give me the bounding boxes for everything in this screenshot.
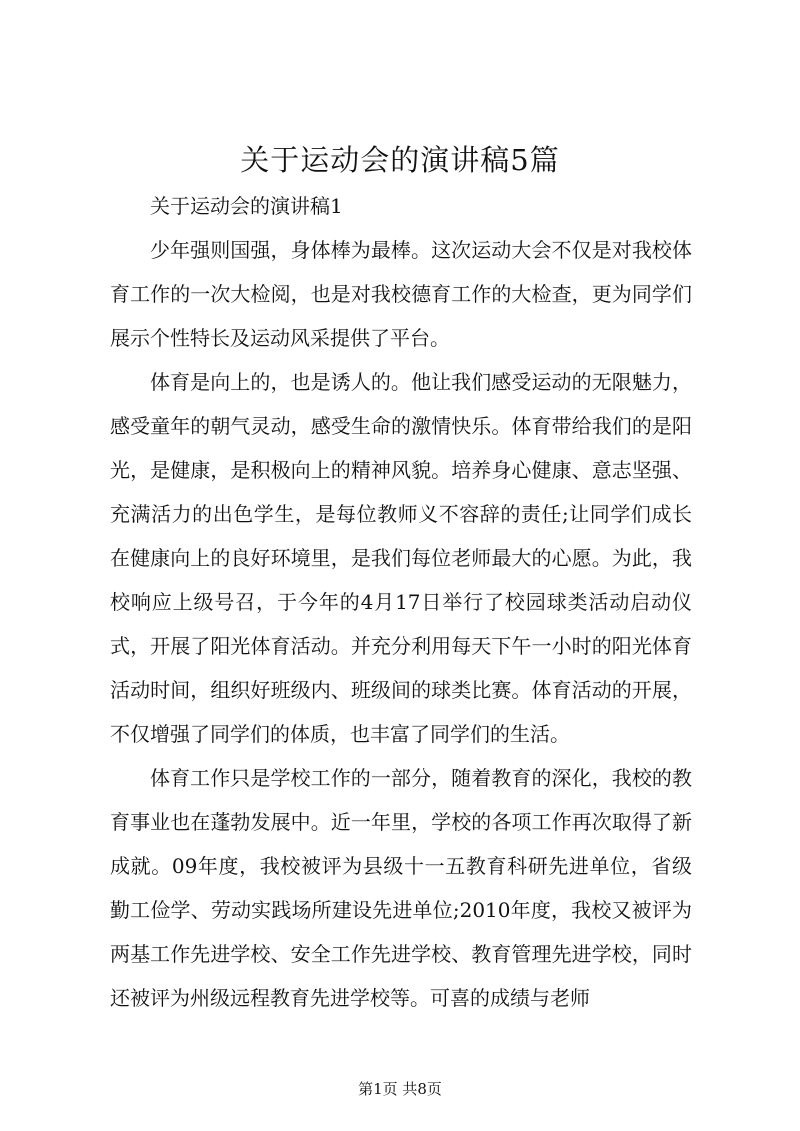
paragraph-1: 少年强则国强，身体棒为最棒。这次运动大会不仅是对我校体育工作的一次大检阅，也是对我校德育工作的大检查，更为同学们展示个性特长及运动风采提供了平台。 bbox=[110, 238, 692, 350]
document-body bbox=[110, 184, 692, 1020]
document-title: 关于运动会的演讲稿5篇 bbox=[240, 143, 560, 177]
section-heading: 关于运动会的演讲稿1 bbox=[150, 194, 343, 218]
page-footer: 第1页 共8页 bbox=[358, 1080, 442, 1098]
paragraph-3: 体育工作只是学校工作的一部分，随着教育的深化，我校的教育事业也在蓬勃发展中。近一年里，学校的各项工作再次取得了新成就。09年度，我校被评为县级十一五教育科研先进单位，省级勤工俭学、劳动实践场所建设先进单位;2010年度，我校又被评为两基工作先进学校、安全工作先进学校、教育管理先进学校，同时还被评为州级远程教育先进学校等。可喜的成绩与老师 bbox=[110, 766, 692, 1010]
paragraph-2: 体育是向上的，也是诱人的。他让我们感受运动的无限魅力，感受童年的朝气灵动，感受生命的激情快乐。体育带给我们的是阳光，是健康，是积极向上的精神风貌。培养身心健康、意志坚强、充满活力的出色学生，是每位教师义不容辞的责任;让同学们成长在健康向上的良好环境里，是我们每位老师最大的心愿。为此，我校响应上级号召，于今年的4月17日举行了校园球类活动启动仪式，开展了阳光体育活动。并充分利用每天下午一小时的阳光体育活动时间，组织好班级内、班级间的球类比赛。体育活动的开展，不仅增强了同学们的体质，也丰富了同学们的生活。 bbox=[110, 370, 692, 746]
